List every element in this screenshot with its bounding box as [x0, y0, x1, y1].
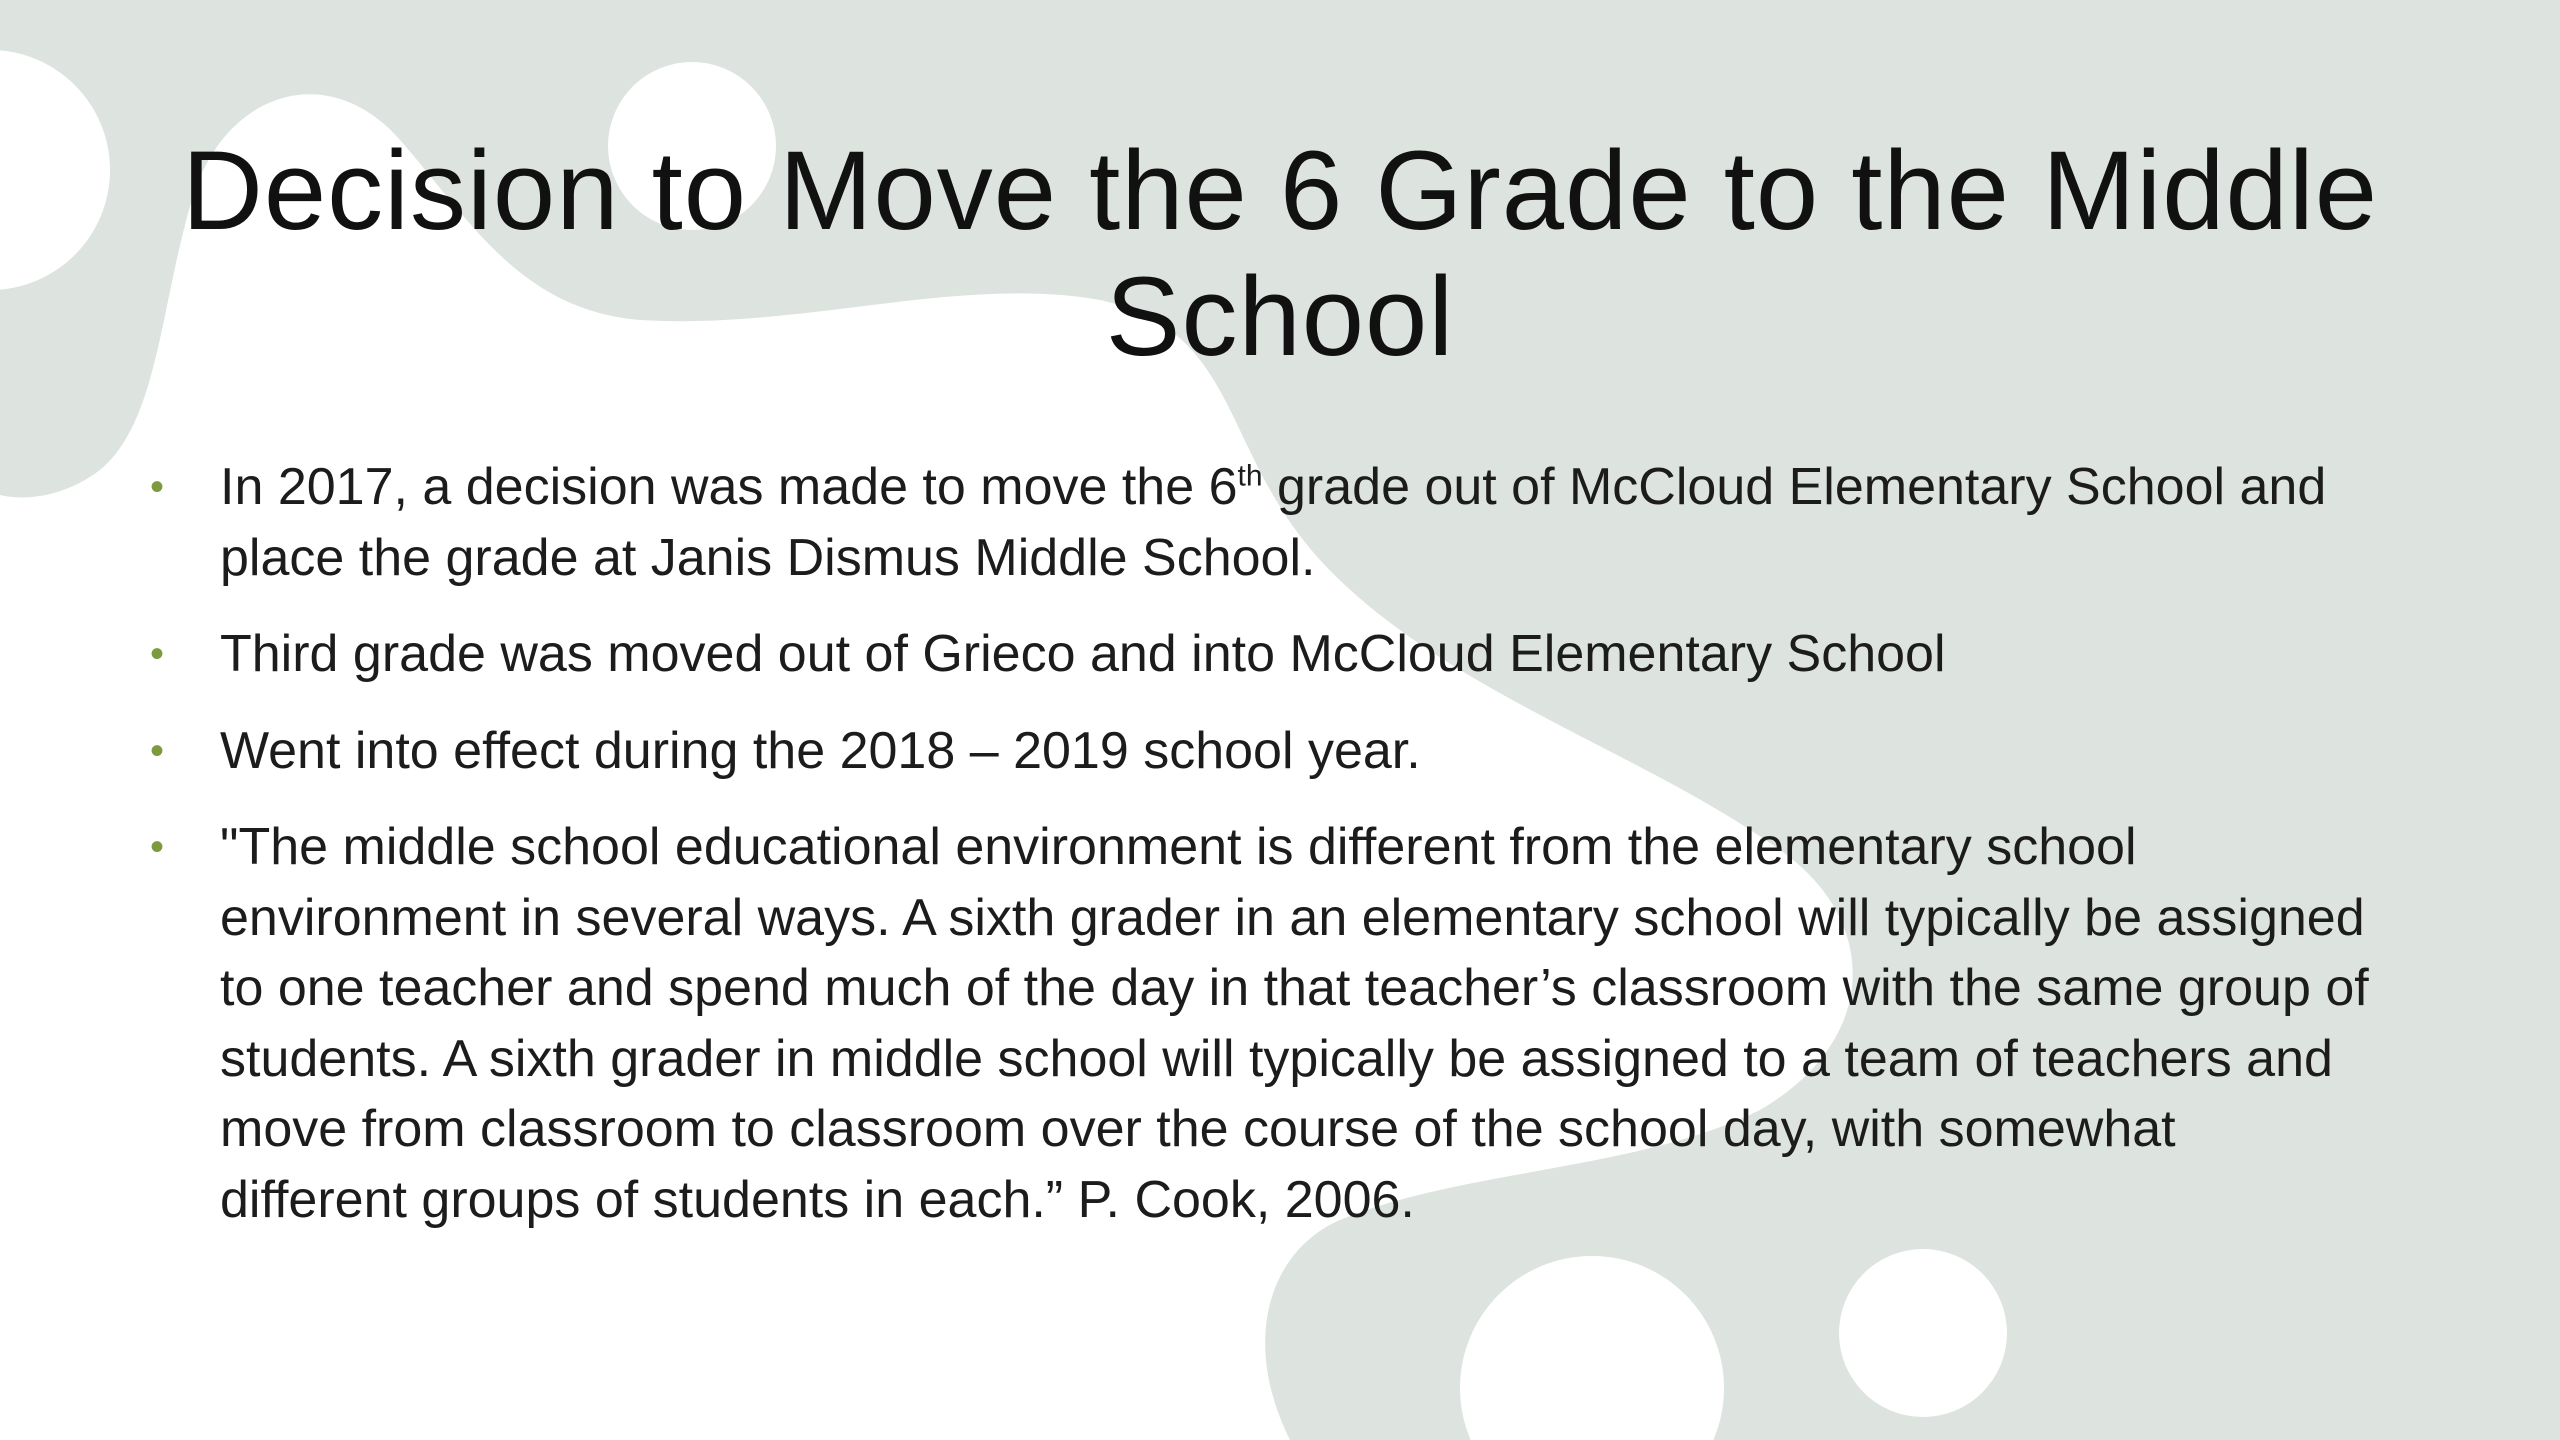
bullet-1-superscript: th: [1237, 459, 1263, 493]
title-line-1: Decision to Move the 6 Grade to the Middle: [181, 128, 2379, 253]
bullet-item-3: [140, 716, 2370, 787]
bullet-item-4: [140, 812, 2370, 1235]
bullet-1-text-a: In 2017, a decision was made to move the 6: [220, 458, 1238, 516]
bullet-item-1: [140, 452, 2370, 593]
white-circle-bottom-small: [1839, 1249, 2007, 1417]
bullet-1-text-b: grade out of McCloud Elementary School and place the grade at Janis Dismus Middle School.: [220, 458, 2327, 587]
bullet-dot-icon: •: [150, 728, 165, 773]
bullet-3-text: Went into effect during the 2018 – 2019 school year.: [220, 721, 1421, 780]
bullet-dot-icon: •: [150, 632, 165, 676]
slide-title: [130, 128, 2430, 380]
title-line-2: School: [1105, 254, 1455, 379]
bullet-2-text: Third grade was moved out of Grieco and into McCloud Elementary School: [220, 625, 1946, 683]
bullet-list: [140, 452, 2370, 1261]
bullet-dot-icon: •: [150, 465, 165, 509]
bullet-item-2: [140, 619, 2370, 690]
bullet-dot-icon: •: [150, 825, 165, 869]
bullet-4-text: "The middle school educational environment is different from the elementary school environment in several ways. A sixth grader in an elementary school will typically be assigned to one teacher and spend much of the day in that teacher’s classroom with the same group of students. A sixth grader in middle school will typically be assigned to a team of teachers and move from classroom to classroom over the course of the school day, with somewhat different groups of students in each.” P. Cook, 2006.: [220, 818, 2369, 1229]
